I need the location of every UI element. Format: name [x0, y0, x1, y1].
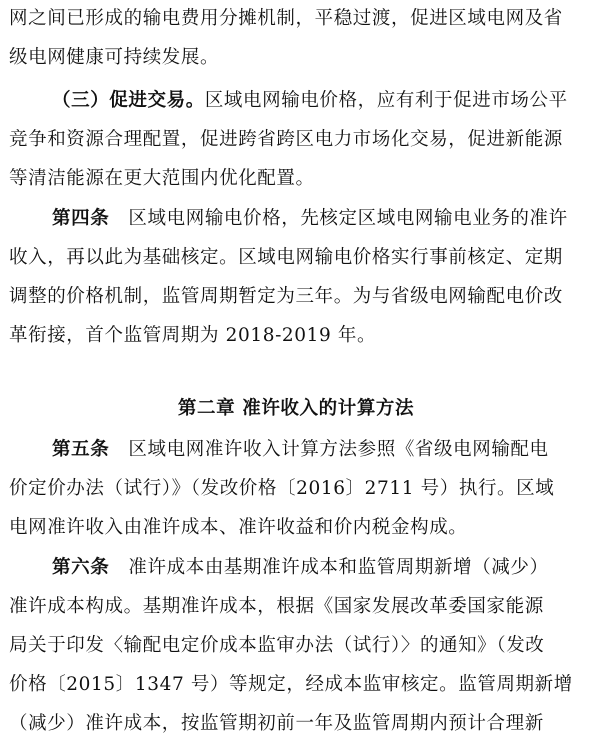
text-line	[52, 439, 592, 461]
text-line	[52, 208, 592, 230]
article-number: 第六条	[52, 557, 110, 578]
text-line: （减少）准许成本，按监管期初前一年及监管周期内预计合理新	[9, 713, 544, 734]
article-text: 准许成本由基期准许成本和监管周期新增（减少）	[128, 557, 549, 578]
article-number: 第四条	[52, 208, 110, 229]
text-line: 局关于印发〈输配电定价成本监审办法（试行）〉的通知》（发改	[9, 635, 545, 656]
text-line: 价格〔2015〕1347 号）等规定，经成本监审核定。监管周期新增	[9, 674, 573, 695]
article-text: 区域电网输电价格，先核定区域电网输电业务的准许	[128, 208, 568, 229]
text-line: 价定价办法（试行）》（发改价格〔2016〕2711 号）执行。区域	[9, 478, 555, 499]
text-line: 调整的价格机制，监管周期暂定为三年。为与省级电网输配电价改	[9, 286, 563, 307]
chapter-title: 第二章 准许收入的计算方法	[177, 398, 415, 419]
text-line: 等清洁能源在更大范围内优化配置。	[9, 168, 315, 189]
clause-lead: （三）促进交易。	[52, 90, 205, 111]
text-line: 准许成本构成。基期准许成本，根据《国家发展改革委国家能源	[9, 596, 544, 617]
clause-text: 区域电网输电价格，应有利于促进市场公平	[204, 90, 568, 111]
article-text: 区域电网准许收入计算方法参照《省级电网输配电	[128, 439, 549, 460]
text-line: 电网准许收入由准许成本、准许收益和价内税金构成。	[9, 517, 468, 538]
text-line: 级电网健康可持续发展。	[9, 47, 220, 68]
text-line: 革衔接，首个监管周期为 2018-2019 年。	[9, 325, 377, 346]
text-line	[52, 90, 592, 112]
text-line	[52, 557, 592, 579]
text-line: 网之间已形成的输电费用分摊机制，平稳过渡，促进区域电网及省	[9, 8, 563, 29]
article-number: 第五条	[52, 439, 110, 460]
text-line: 收入，再以此为基础核定。区域电网输电价格实行事前核定、定期	[9, 247, 563, 268]
text-line: 竞争和资源合理配置，促进跨省跨区电力市场化交易，促进新能源	[9, 129, 563, 150]
